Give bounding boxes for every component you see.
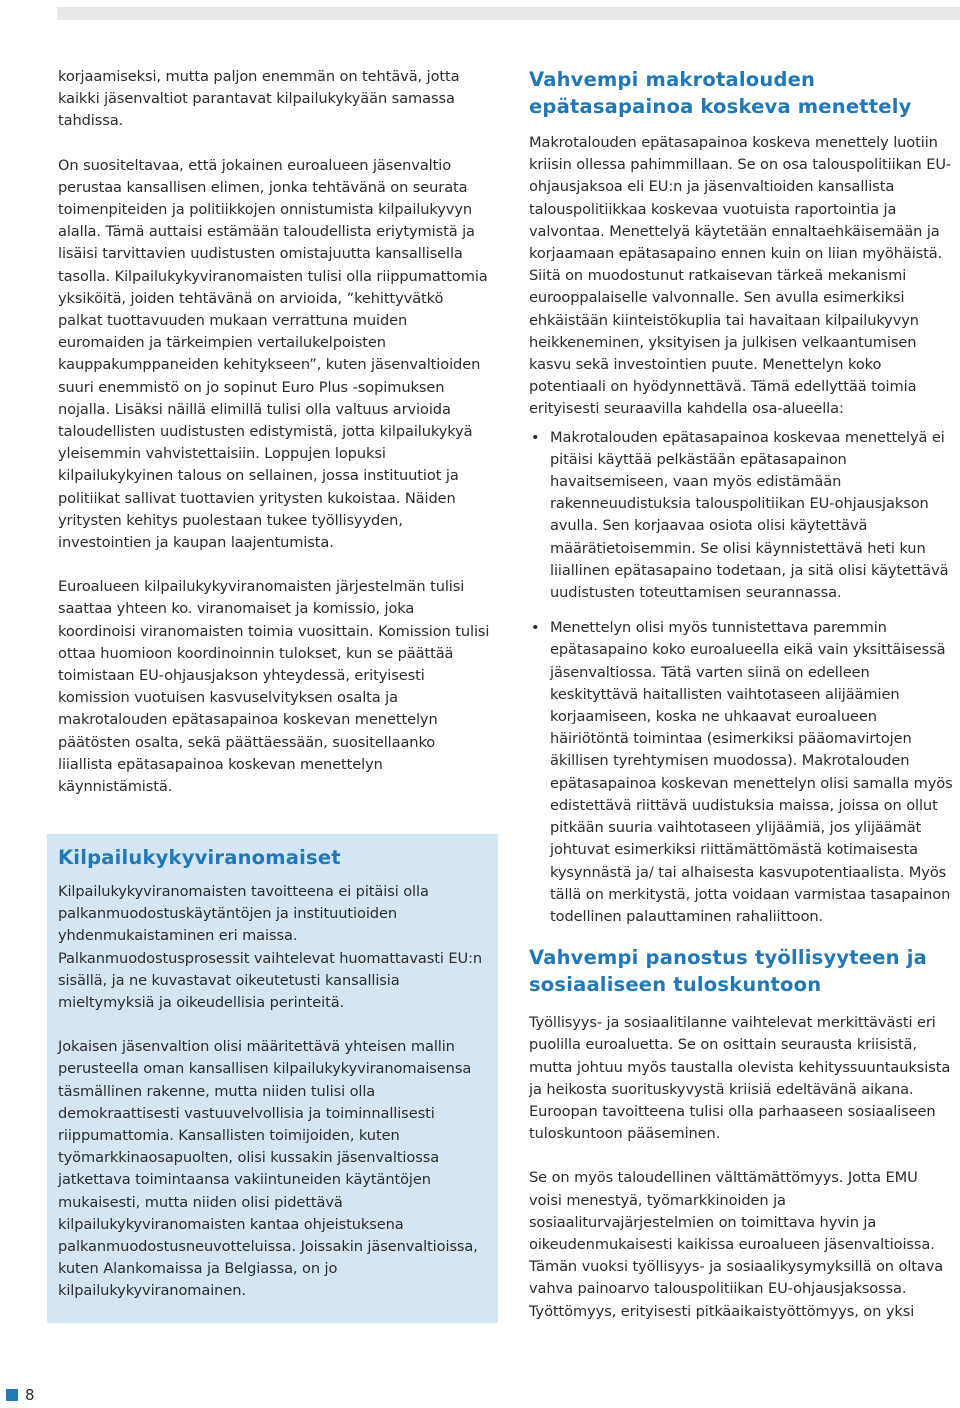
left-column — [58, 66, 490, 820]
list-item — [529, 427, 955, 605]
paragraph: Makrotalouden epätasapainoa koskeva menettely luotiin kriisin ollessa pahimmillaan. Se on osa talouspolitiikan EU-ohjausjaksoa eli EU:n ja jäsenvaltioiden kansallista talouspolitiikkaa koskevaa vuotuista raportointia ja valvontaa. Menettelyä käytetään ennaltaehkäisemään ja korjaamaan epätasapaino ennen kuin on liian myöhäistä. Siitä on muodostunut ratkaisevan tärkeä mekanismi eurooppalaiselle valvonnalle. Sen avulla esimerkiksi ehkäistään kiinteistökuplia tai havaitaan kilpailukyvyn heikkeneminen, yksityisen ja julkisen velkaantumisen kasvu sekä investointien puute. Menettelyn koko potentiaali on hyödynnettävä. Tämä edellyttää toimia erityisesti seuraavilla kahdella osa-alueella: — [529, 134, 952, 418]
paragraph: korjaamiseksi, mutta paljon enemmän on tehtävä, jotta kaikki jäsenvaltiot parantavat kilpailukykyään samassa tahdissa. — [58, 68, 460, 130]
box-title: Kilpailukykyviranomaiset — [58, 846, 341, 869]
bullet-icon: • — [531, 428, 540, 446]
list-item — [529, 617, 955, 928]
section-heading: Vahvempi panostus työllisyyteen ja sosiaaliseen tuloskuntoon — [529, 946, 927, 997]
paragraph: Euroalueen kilpailukykyviranomaisten järjestelmän tulisi saattaa yhteen ko. viranomaiset ja komissio, joka koordinoisi viranomaisten toimia vuosittain. Komission tulisi ottaa huomioon koordinoinnin tulokset, kun se päättää toimistaan EU-ohjausjakson yhteydessä, erityisesti komission vuotuisen kasvuselvityksen osalta ja makrotalouden epätasapainoa koskevan menettelyn päätösten osalta, sekä päättäessään, suositellaanko liiallista epätasapainoa koskevan menettelyn käynnistämistä. — [58, 578, 490, 796]
info-box — [47, 834, 498, 1323]
bullet-icon: • — [531, 619, 540, 637]
paragraph: Kilpailukykyviranomaisten tavoitteena ei pitäisi olla palkanmuodostuskäytäntöjen ja instituutioiden yhdenmukaistaminen eri maissa. Palkanmuodostusprosessit vaihtelevat huomattavasti EU:n sisällä, ja ne kuvastavat oikeutetusti kansallisia mieltymyksiä ja oikeudellisia perinteitä. — [58, 883, 483, 1012]
page-number-text: 8 — [25, 1386, 35, 1404]
list-item-text: Makrotalouden epätasapainoa koskevaa menettelyä ei pitäisi käyttää pelkästään epätasapainon havaitsemiseen, vaan myös edistämään rakenneuudistuksia talouspolitiikan EU-ohjausjakson avulla. Sen korjaavaa osiota olisi käytettävä määrätietoisemmin. Se olisi käynnistettävä heti kun liiallinen epätasapaino todetaan, ja sitä olisi käytettävä uudistusten toteuttamisen seurannassa. — [550, 428, 949, 602]
bullet-list — [529, 427, 955, 928]
paragraph: On suositeltavaa, että jokainen euroalueen jäsenvaltio perustaa kansallisen elimen, jonka tehtävänä on seurata toimenpiteiden ja politiikkojen onnistumista kilpailukyvyn alalla. Tämä auttaisi estämään taloudellista eriytymistä ja lisäisi tarvittavien uudistusten omistajuutta kansallisella tasolla. Kilpailukykyviranomaisten tulisi olla riippumattomia yksiköitä, joiden tehtävänä on arvioida, ”kehittyvätkö palkat tuottavuuden mukaan verrattuna muiden euromaiden ja tärkeimpien vertailukelpoisten kauppakumppaneiden kehitykseen”, kuten jäsenvaltioiden suuri enemmistö on jo sopinut Euro Plus -sopimuksen nojalla. Lisäksi näillä elimillä tulisi olla valtuus arvioida taloudellisten uudistusten edistymistä, jotta kilpailukykyä yleisemmin vahvistettaisiin. Loppujen lopuksi kilpailukykyinen talous on sellainen, jossa instituutiot ja politiikat sallivat tuottavien yritysten kukoistaa. Näiden yritysten kehitys puolestaan tukee työllisyyden, investointien ja kaupan laajentumista. — [58, 156, 488, 552]
header-bar — [57, 7, 960, 20]
paragraph: Jokaisen jäsenvaltion olisi määritettävä yhteisen mallin perusteella oman kansallisen kilpailukykyviranomaisensa täsmällinen rakenne, mutta niiden tulisi olla demokraattisesti vastuuvelvollisia ja toiminnallisesti riippumattomia. Kansallisten toimijoiden, kuten työmarkkinaosapuolten, olisi kussakin jäsenvaltiossa jatkettava toimintaansa vakiintuneiden käytäntöjen mukaisesti, mutta niiden olisi pidettävä kilpailukykyviranomaisten kantaa ohjeistuksena palkanmuodostusneuvotteluissa. Joissakin jäsenvaltioissa, kuten Alankomaissa ja Belgiassa, on jo kilpailukykyviranomainen. — [58, 1038, 478, 1300]
list-item-text: Menettelyn olisi myös tunnistettava paremmin epätasapaino koko euroalueella eikä vain yksittäisessä jäsenvaltiossa. Tätä varten siinä on edelleen keskityttävä haitallisten vaihtotaseen alijäämien korjaamiseen, koska ne uhkaavat euroalueen häiriötöntä toimintaa (esimerkiksi pääomavirtojen äkillisen tyrehtymisen muodossa). Makrotalouden epätasapainoa koskevan menettelyn olisi samalla myös edistettävä riittävä uudistuksia maissa, joissa on ollut pitkään suuria vaihtotaseen ylijäämiä, jos ylijäämät johtuvat esimerkiksi riittämättömästä kotimaisesta kysynnästä ja/ tai alhaisesta kasvupotentiaalista. Myös tällä on merkitystä, jotta voidaan varmistaa tasapainon todellinen palauttaminen rahaliittoon. — [550, 619, 953, 925]
page-number — [6, 1386, 35, 1404]
right-column — [529, 66, 955, 1345]
page-marker-icon — [6, 1389, 18, 1401]
paragraph: Se on myös taloudellinen välttämättömyys. Jotta EMU voisi menestyä, työmarkkinoiden ja sosiaaliturvajärjestelmien on toimittava hyvin ja oikeudenmukaisesti kaikissa euroalueen jäsenvaltioissa. Tämän vuoksi työllisyys- ja sosiaalikysymyksillä on oltava vahva painoarvo talouspolitiikan EU-ohjausjaksossa. Työttömyys, erityisesti pitkäaikaistyöttömyys, on yksi — [529, 1169, 944, 1320]
paragraph: Työllisyys- ja sosiaalitilanne vaihtelevat merkittävästi eri puolilla euroaluetta. Se on osittain seurausta kriisistä, mutta johtuu myös taustalla olevista kehityssuuntauksista ja heikosta suorituskyvystä kriisiä edeltävänä aikana. Euroopan tavoitteena tulisi olla parhaaseen sosiaaliseen tuloskuntoon pääseminen. — [529, 1014, 951, 1143]
section-heading: Vahvempi makrotalouden epätasapainoa koskeva menettely — [529, 68, 912, 118]
